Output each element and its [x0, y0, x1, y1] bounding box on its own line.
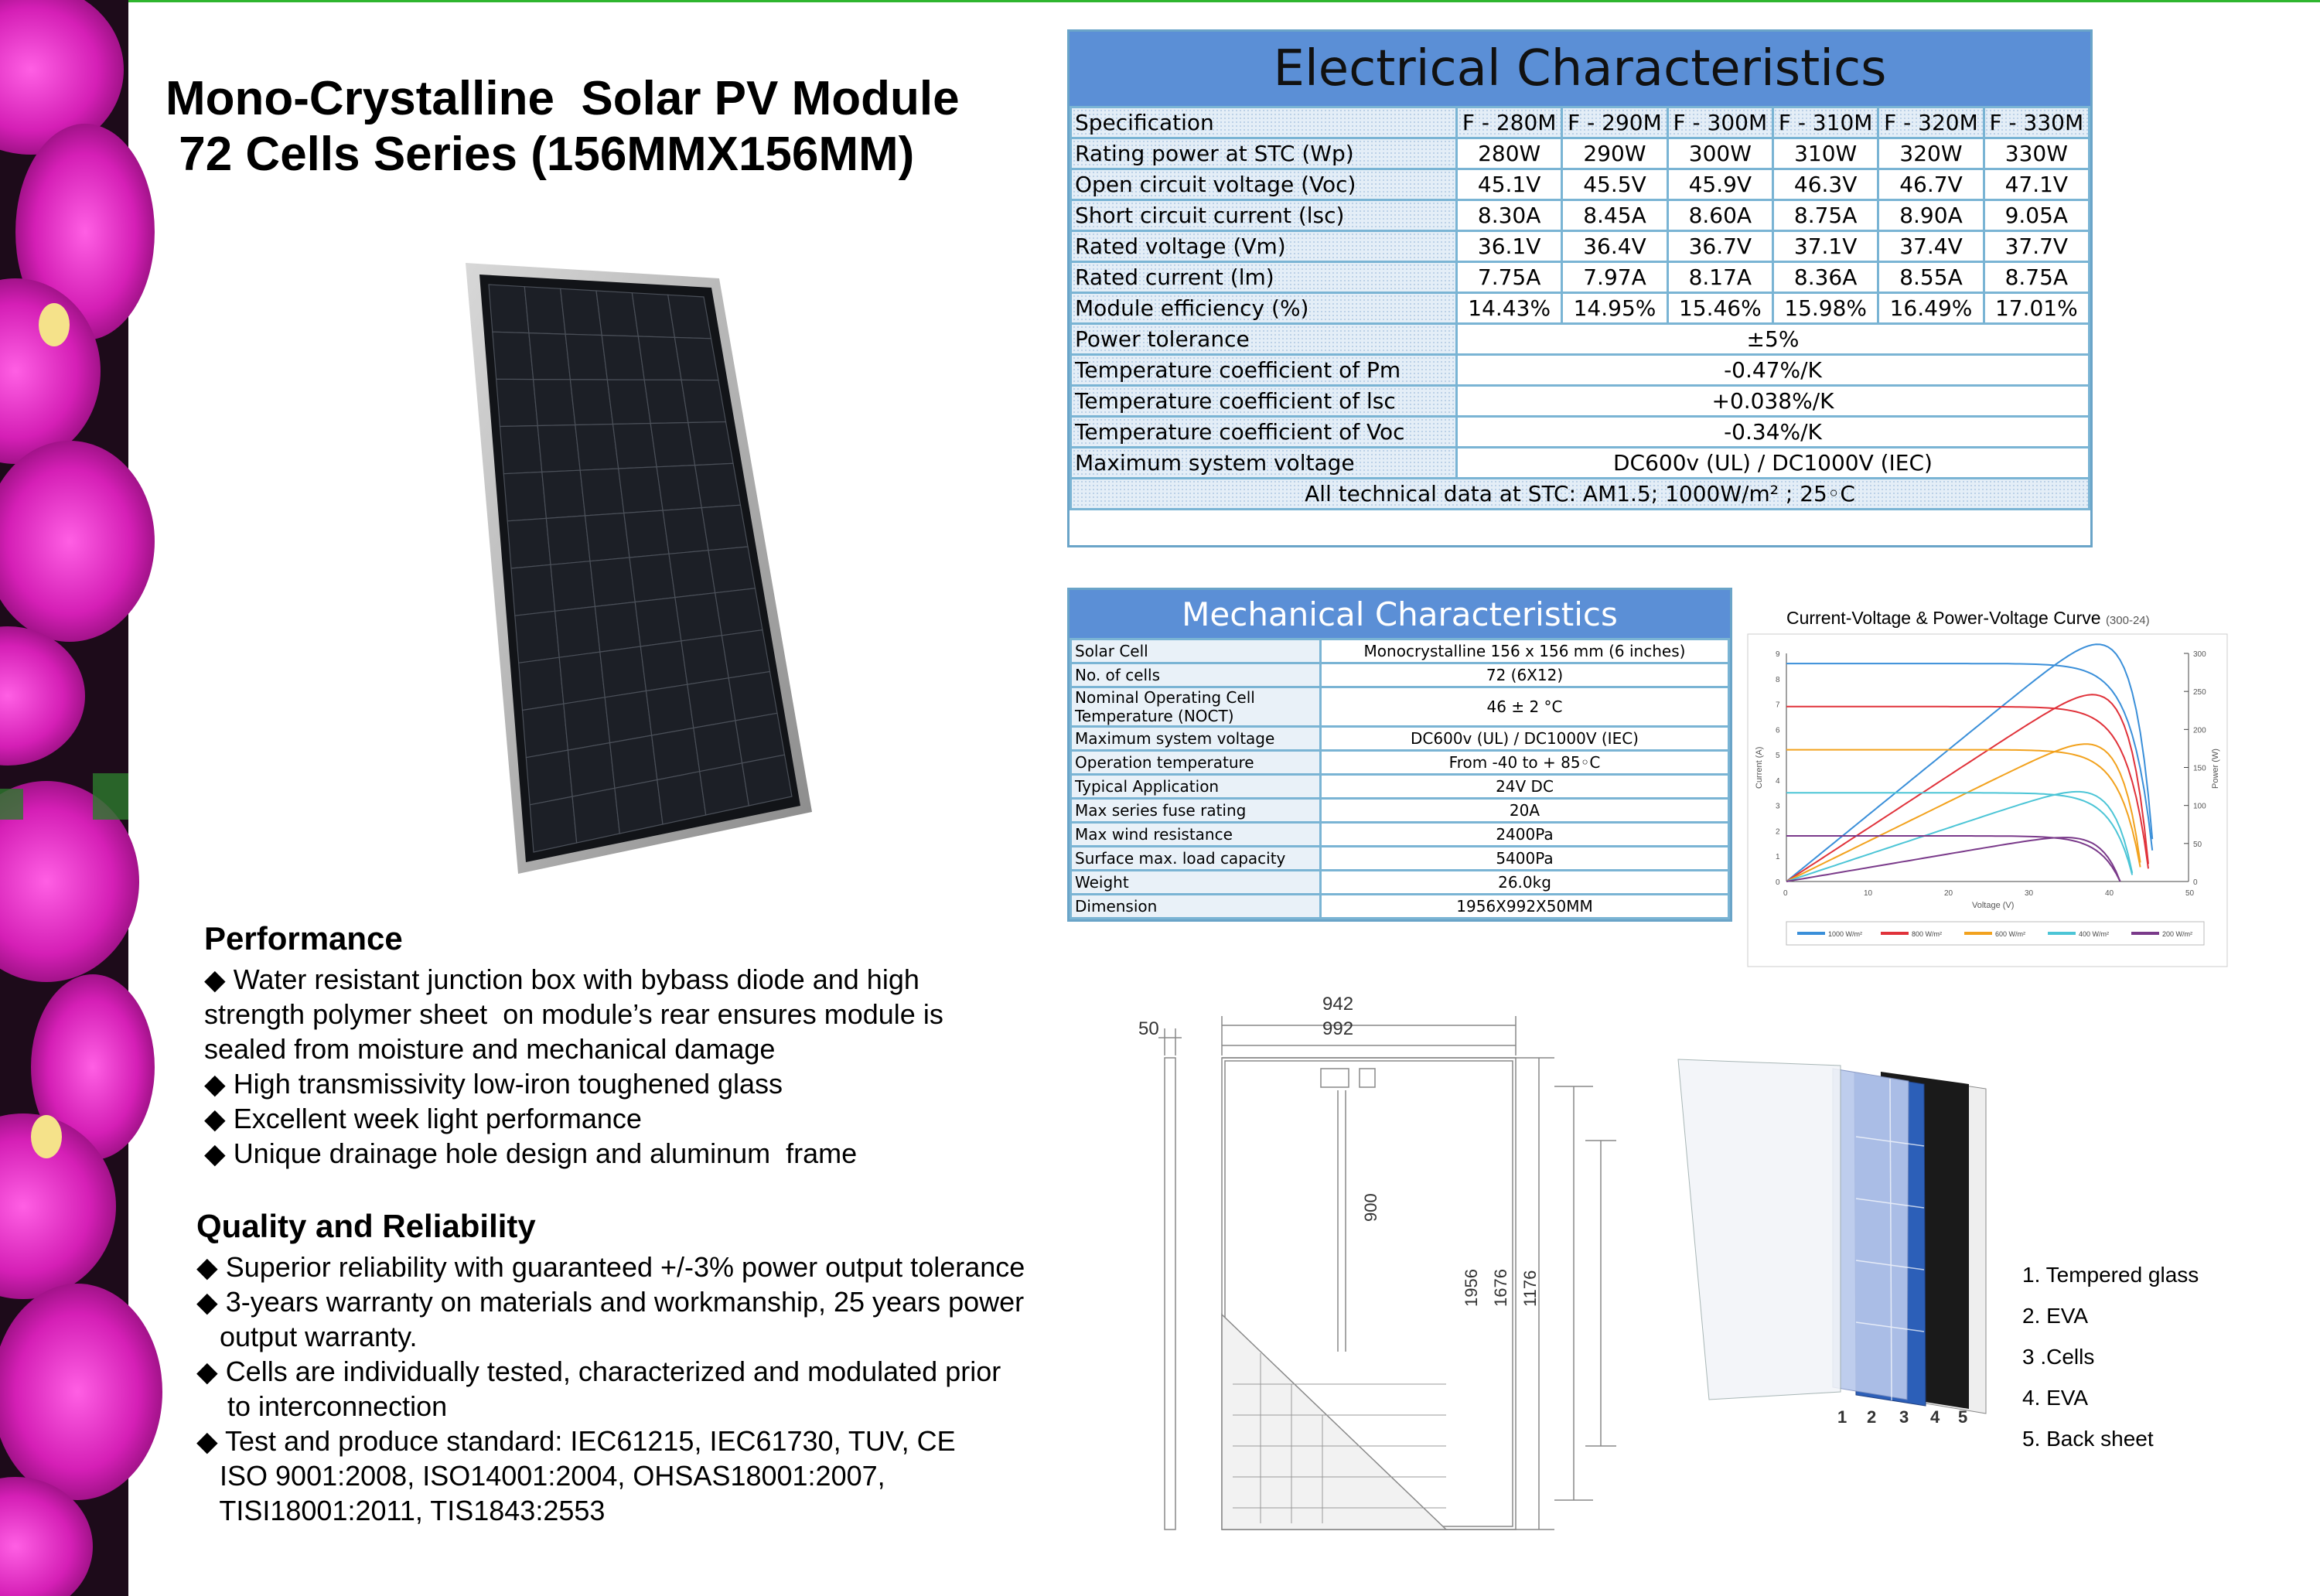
- electrical-row: [1071, 293, 2090, 324]
- performance-item: ◆ Water resistant junction box with bybass diode and high: [204, 963, 919, 995]
- solar-cell: [610, 735, 657, 788]
- solar-cell: [615, 780, 663, 834]
- solar-cell: [638, 336, 681, 380]
- mech-label: Max series fuse rating: [1071, 799, 1321, 823]
- spec-value: 14.43%: [1457, 293, 1562, 324]
- spec-value: 47.1V: [1984, 169, 2089, 200]
- quality-item: TISI18001:2011, TIS1843:2553: [196, 1495, 606, 1526]
- spec-value: 14.95%: [1562, 293, 1667, 324]
- y2-tick-label: 150: [2193, 764, 2206, 773]
- mech-value: 26.0kg: [1321, 871, 1729, 895]
- legend-label: 1000 W/m²: [1828, 930, 1863, 938]
- layer-number: 2: [1867, 1407, 1877, 1427]
- solar-cell: [575, 425, 619, 471]
- spec-value: 46.3V: [1772, 169, 1878, 200]
- solar-cell: [526, 750, 572, 805]
- electrical-row: [1071, 355, 2090, 386]
- spec-label: Open circuit voltage (Voc): [1071, 169, 1457, 200]
- electrical-row: [1071, 448, 2090, 479]
- solar-cell: [668, 295, 711, 339]
- mechanical-table: [1067, 588, 1732, 922]
- mech-value: 20A: [1321, 799, 1729, 823]
- quality-item: ◆ 3-years warranty on materials and workmanship, 25 years power: [196, 1286, 1025, 1318]
- spec-value: 330W: [1984, 138, 2089, 169]
- solar-cell: [715, 588, 763, 636]
- legend-label: 800 W/m²: [1912, 930, 1943, 938]
- solar-cell: [735, 713, 785, 763]
- electrical-row: [1071, 200, 2090, 231]
- y-tick-label: 4: [1776, 776, 1780, 786]
- spec-value: 36.7V: [1667, 231, 1772, 262]
- solar-cell: [669, 551, 715, 598]
- x-tick-label: 50: [2185, 889, 2195, 898]
- curve-title: [1786, 608, 2150, 629]
- spec-value: -0.34%/K: [1457, 417, 2090, 448]
- x-tick-label: 30: [2025, 889, 2034, 898]
- solar-cell: [555, 606, 600, 657]
- dim-942: 942: [1322, 994, 1354, 1015]
- y-tick-label: 3: [1776, 802, 1780, 811]
- spec-value: 45.1V: [1457, 169, 1562, 200]
- electrical-header-row: [1071, 107, 2090, 138]
- electrical-row: [1071, 262, 2090, 293]
- spec-value: 17.01%: [1984, 293, 2089, 324]
- solar-cell: [493, 332, 534, 379]
- legend-label: 200 W/m²: [2162, 930, 2193, 938]
- solar-cell: [523, 704, 568, 758]
- y-tick-label: 2: [1776, 827, 1780, 837]
- mech-value: 24V DC: [1321, 775, 1729, 799]
- performance-item: ◆ High transmissivity low-iron toughened glass: [204, 1068, 783, 1100]
- page-title: [165, 71, 1093, 182]
- layer-number: 3: [1899, 1407, 1909, 1427]
- y2-tick-label: 50: [2193, 840, 2202, 849]
- electrical-row: [1071, 386, 2090, 417]
- solar-cell: [570, 380, 612, 425]
- solar-cell: [565, 334, 607, 380]
- solar-cell: [681, 380, 725, 422]
- solar-cell: [619, 467, 663, 513]
- spec-value: 320W: [1878, 138, 1984, 169]
- electrical-row: [1071, 138, 2090, 169]
- model-header-cell: F - 310M: [1772, 107, 1878, 138]
- layer-item: 1. Tempered glass: [2022, 1263, 2199, 1287]
- solar-cell: [674, 337, 718, 380]
- mech-value: 72 (6X12): [1321, 663, 1729, 687]
- solar-cell: [524, 287, 565, 334]
- electrical-row: [1071, 417, 2090, 448]
- legend-label: 400 W/m²: [2079, 930, 2110, 938]
- y-tick-label: 5: [1776, 752, 1780, 761]
- curve-title-text: Current-Voltage & Power-Voltage Curve: [1786, 608, 2101, 628]
- solar-cell: [647, 684, 694, 735]
- mech-value: 5400Pa: [1321, 847, 1729, 871]
- solar-cell: [742, 755, 792, 806]
- solar-cell: [489, 285, 529, 333]
- spec-value: 9.05A: [1984, 200, 2089, 231]
- solar-cell: [701, 505, 748, 551]
- solar-cell: [585, 513, 629, 561]
- spec-value: 8.75A: [1772, 200, 1878, 231]
- layer-number: 1: [1837, 1407, 1847, 1427]
- top-accent-line: [0, 0, 2320, 2]
- spec-value: 45.9V: [1667, 169, 1772, 200]
- dim-1176: 1176: [1520, 1270, 1540, 1307]
- spec-value: 37.4V: [1878, 231, 1984, 262]
- mech-label: Solar Cell: [1071, 639, 1321, 663]
- spec-value: 300W: [1667, 138, 1772, 169]
- layer-number: 5: [1958, 1407, 1968, 1427]
- solar-cell: [546, 516, 590, 564]
- spec-label: Rating power at STC (Wp): [1071, 138, 1457, 169]
- spec-value: 8.17A: [1667, 262, 1772, 293]
- solar-cell: [519, 657, 564, 710]
- solar-cell: [534, 380, 575, 426]
- dim-900: 900: [1361, 1193, 1380, 1222]
- layer-exploded-view: [1678, 1059, 2011, 1434]
- y2-tick-label: 250: [2193, 688, 2206, 697]
- x-tick-label: 20: [1944, 889, 1953, 898]
- solar-cell: [551, 561, 595, 612]
- spec-value: 36.1V: [1457, 231, 1562, 262]
- model-header-cell: F - 300M: [1667, 107, 1772, 138]
- mech-label: Surface max. load capacity: [1071, 847, 1321, 871]
- solar-cell: [728, 672, 777, 721]
- y-axis-label: Current (A): [1755, 746, 1764, 789]
- spec-value: 16.49%: [1878, 293, 1984, 324]
- dim-1676: 1676: [1491, 1269, 1510, 1307]
- spec-label: Module efficiency (%): [1071, 293, 1457, 324]
- x-tick-label: 10: [1864, 889, 1873, 898]
- solar-cell: [722, 630, 769, 678]
- mech-value: From -40 to + 85◦C: [1321, 751, 1729, 775]
- mech-label: Max wind resistance: [1071, 823, 1321, 847]
- spec-value: 15.46%: [1667, 293, 1772, 324]
- solar-cell: [542, 470, 585, 518]
- y2-tick-label: 200: [2193, 726, 2206, 735]
- solar-cell: [613, 424, 657, 469]
- electrical-title: Electrical Characteristics: [1070, 32, 2090, 106]
- solar-cell: [602, 336, 644, 380]
- solar-cell: [607, 380, 650, 425]
- model-header-cell: F - 320M: [1878, 107, 1984, 138]
- dimension-drawing: [1138, 982, 1585, 1543]
- layer-item: 2. EVA: [2022, 1304, 2089, 1328]
- stc-note: All technical data at STC: AM1.5; 1000W/m² ; 25◦C: [1071, 479, 2090, 510]
- solar-cell: [507, 518, 551, 568]
- spec-value: 280W: [1457, 138, 1562, 169]
- mech-value: 46 ± 2 °C: [1321, 687, 1729, 727]
- solar-cell: [644, 380, 688, 423]
- mech-label: Weight: [1071, 871, 1321, 895]
- spec-label: Power tolerance: [1071, 324, 1457, 355]
- spec-value: 8.36A: [1772, 262, 1878, 293]
- solar-cell: [675, 593, 722, 641]
- performance-item: ◆ Excellent week light performance: [204, 1103, 642, 1134]
- solar-cell: [635, 598, 681, 646]
- spec-value: 8.60A: [1667, 200, 1772, 231]
- solar-cell: [694, 721, 742, 772]
- solar-cell: [650, 423, 694, 467]
- spec-header-cell: Specification: [1071, 107, 1457, 138]
- spec-label: Temperature coefficient of Voc: [1071, 417, 1457, 448]
- quality-item: to interconnection: [196, 1390, 448, 1422]
- electrical-row: [1071, 231, 2090, 262]
- quality-item: ◆ Superior reliability with guaranteed +/-3% power output tolerance: [196, 1251, 1025, 1283]
- layer-item: 3 .Cells: [2022, 1345, 2095, 1369]
- spec-value: ±5%: [1457, 324, 2090, 355]
- spec-value: 45.5V: [1562, 169, 1667, 200]
- solar-cell: [708, 547, 756, 593]
- quality-item: ◆ Cells are individually tested, characterized and modulated prior: [196, 1356, 1001, 1387]
- layer-legend: [2022, 1254, 2199, 1459]
- electrical-footer-row: [1071, 479, 2090, 510]
- spec-value: 8.45A: [1562, 200, 1667, 231]
- mech-value: 2400Pa: [1321, 823, 1729, 847]
- spec-value: 7.75A: [1457, 262, 1562, 293]
- quality-item: output warranty.: [196, 1321, 418, 1352]
- quality-item: ◆ Test and produce standard: IEC61215, IEC61730, TUV, CE: [196, 1425, 956, 1457]
- solar-cell: [515, 611, 559, 663]
- solar-cell: [503, 472, 546, 520]
- spec-label: Rated current (lm): [1071, 262, 1457, 293]
- title-line-1: Mono-Crystalline Solar PV Module: [165, 72, 960, 125]
- legend-label: 600 W/m²: [1995, 930, 2026, 938]
- y-tick-label: 6: [1776, 726, 1780, 735]
- spec-value: 36.4V: [1562, 231, 1667, 262]
- mechanical-row: [1071, 687, 1729, 727]
- solar-cell: [572, 788, 619, 843]
- solar-cell: [568, 743, 615, 797]
- solar-cell: [537, 425, 580, 472]
- solar-cell: [640, 641, 687, 691]
- mechanical-row: [1071, 895, 1729, 919]
- spec-label: Maximum system voltage: [1071, 448, 1457, 479]
- spec-value: 37.7V: [1984, 231, 2089, 262]
- solar-cell: [629, 554, 675, 602]
- mech-label: Operation temperature: [1071, 751, 1321, 775]
- solar-cell: [596, 291, 638, 336]
- mech-value: 1956X992X50MM: [1321, 895, 1729, 919]
- spec-value: 310W: [1772, 138, 1878, 169]
- solar-cell: [700, 763, 749, 815]
- y-tick-label: 9: [1776, 650, 1780, 659]
- performance-section: [204, 919, 943, 1171]
- performance-item: ◆ Unique drainage hole design and aluminum frame: [204, 1137, 858, 1169]
- y-tick-label: 0: [1776, 878, 1780, 887]
- mechanical-row: [1071, 751, 1729, 775]
- solar-cell: [681, 636, 728, 684]
- solar-cell: [688, 422, 733, 466]
- spec-label: Temperature coefficient of lsc: [1071, 386, 1457, 417]
- mechanical-row: [1071, 823, 1729, 847]
- curve-subtitle: (300-24): [2105, 614, 2150, 627]
- spec-value: 46.7V: [1878, 169, 1984, 200]
- solar-cell: [529, 333, 571, 380]
- x-tick-label: 0: [1783, 889, 1788, 898]
- layer-number: 4: [1930, 1407, 1940, 1427]
- mech-label: No. of cells: [1071, 663, 1321, 687]
- y2-axis-label: Power (W): [2211, 749, 2220, 789]
- spec-value: 15.98%: [1772, 293, 1878, 324]
- layer-item: 4. EVA: [2022, 1386, 2089, 1410]
- electrical-row: [1071, 324, 2090, 355]
- dim-1956: 1956: [1462, 1269, 1481, 1307]
- solar-cell: [624, 510, 669, 558]
- solar-cell: [695, 463, 741, 507]
- dim-992: 992: [1322, 1018, 1354, 1039]
- solar-cell: [530, 796, 577, 852]
- solar-cell: [590, 558, 635, 606]
- mechanical-row: [1071, 663, 1729, 687]
- chart-frame: [1748, 634, 2227, 967]
- solar-cell: [580, 469, 624, 516]
- spec-value: 8.55A: [1878, 262, 1984, 293]
- quality-item: ISO 9001:2008, ISO14001:2004, OHSAS18001:2007,: [196, 1460, 885, 1492]
- solar-cell: [600, 646, 647, 697]
- mechanical-row: [1071, 727, 1729, 751]
- y-tick-label: 7: [1776, 701, 1780, 710]
- solar-cell: [663, 508, 708, 554]
- mech-label: Typical Application: [1071, 775, 1321, 799]
- mechanical-title: Mechanical Characteristics: [1070, 590, 1730, 638]
- solar-cell: [652, 728, 700, 779]
- spec-value: 7.97A: [1562, 262, 1667, 293]
- mechanical-row: [1071, 639, 1729, 663]
- solar-cell: [511, 564, 555, 616]
- mech-label: Dimension: [1071, 895, 1321, 919]
- performance-heading: Performance: [204, 920, 403, 957]
- mech-label: Maximum system voltage: [1071, 727, 1321, 751]
- performance-item: strength polymer sheet on module’s rear ensures module is: [204, 998, 943, 1030]
- model-header-cell: F - 290M: [1562, 107, 1667, 138]
- solar-cell: [496, 379, 538, 426]
- spec-label: Temperature coefficient of Pm: [1071, 355, 1457, 386]
- mechanical-row: [1071, 847, 1729, 871]
- title-line-2: 72 Cells Series (156MMX156MM): [165, 128, 915, 181]
- mechanical-row: [1071, 775, 1729, 799]
- y2-tick-label: 300: [2193, 650, 2206, 659]
- y2-tick-label: 100: [2193, 802, 2206, 811]
- solar-cell: [595, 602, 640, 653]
- mechanical-row: [1071, 799, 1729, 823]
- spec-value: 8.90A: [1878, 200, 1984, 231]
- solar-cell: [559, 652, 605, 704]
- spec-value: 8.30A: [1457, 200, 1562, 231]
- performance-item: sealed from moisture and mechanical damage: [204, 1033, 776, 1065]
- solar-cell: [657, 466, 701, 511]
- y-tick-label: 8: [1776, 675, 1780, 684]
- spec-value: 290W: [1562, 138, 1667, 169]
- solar-cell: [500, 426, 542, 474]
- solar-cell: [564, 697, 610, 750]
- spec-value: 8.75A: [1984, 262, 2089, 293]
- layer-item: 5. Back sheet: [2022, 1427, 2154, 1451]
- solar-cell: [687, 678, 735, 728]
- spec-value: +0.038%/K: [1457, 386, 2090, 417]
- solar-cell: [561, 288, 602, 335]
- mechanical-grid: [1070, 638, 1730, 919]
- electrical-row: [1071, 169, 2090, 200]
- model-header-cell: F - 280M: [1457, 107, 1562, 138]
- quality-heading: Quality and Reliability: [196, 1208, 536, 1244]
- spec-label: Short circuit current (lsc): [1071, 200, 1457, 231]
- model-header-cell: F - 330M: [1984, 107, 2089, 138]
- electrical-grid: [1070, 106, 2090, 510]
- dim-50: 50: [1138, 1018, 1159, 1039]
- electrical-table: [1067, 29, 2093, 547]
- mech-value: Monocrystalline 156 x 156 mm (6 inches): [1321, 639, 1729, 663]
- solar-cell: [657, 772, 706, 824]
- spec-label: Rated voltage (Vm): [1071, 231, 1457, 262]
- mech-value: DC600v (UL) / DC1000V (IEC): [1321, 727, 1729, 751]
- solar-cell: [605, 691, 652, 743]
- quality-section: [196, 1206, 1025, 1528]
- orchid-decoration: [0, 0, 128, 1596]
- solar-panel-image: [449, 255, 820, 885]
- y-tick-label: 1: [1776, 853, 1780, 862]
- mech-label: Nominal Operating Cell Temperature (NOCT): [1071, 687, 1321, 727]
- mechanical-row: [1071, 871, 1729, 895]
- x-tick-label: 40: [2105, 889, 2114, 898]
- iv-curve-chart: [1748, 634, 2227, 970]
- spec-value: -0.47%/K: [1457, 355, 2090, 386]
- x-axis-label: Voltage (V): [1972, 901, 2015, 910]
- y2-tick-label: 0: [2193, 878, 2198, 887]
- spec-value: DC600v (UL) / DC1000V (IEC): [1457, 448, 2090, 479]
- spec-value: 37.1V: [1772, 231, 1878, 262]
